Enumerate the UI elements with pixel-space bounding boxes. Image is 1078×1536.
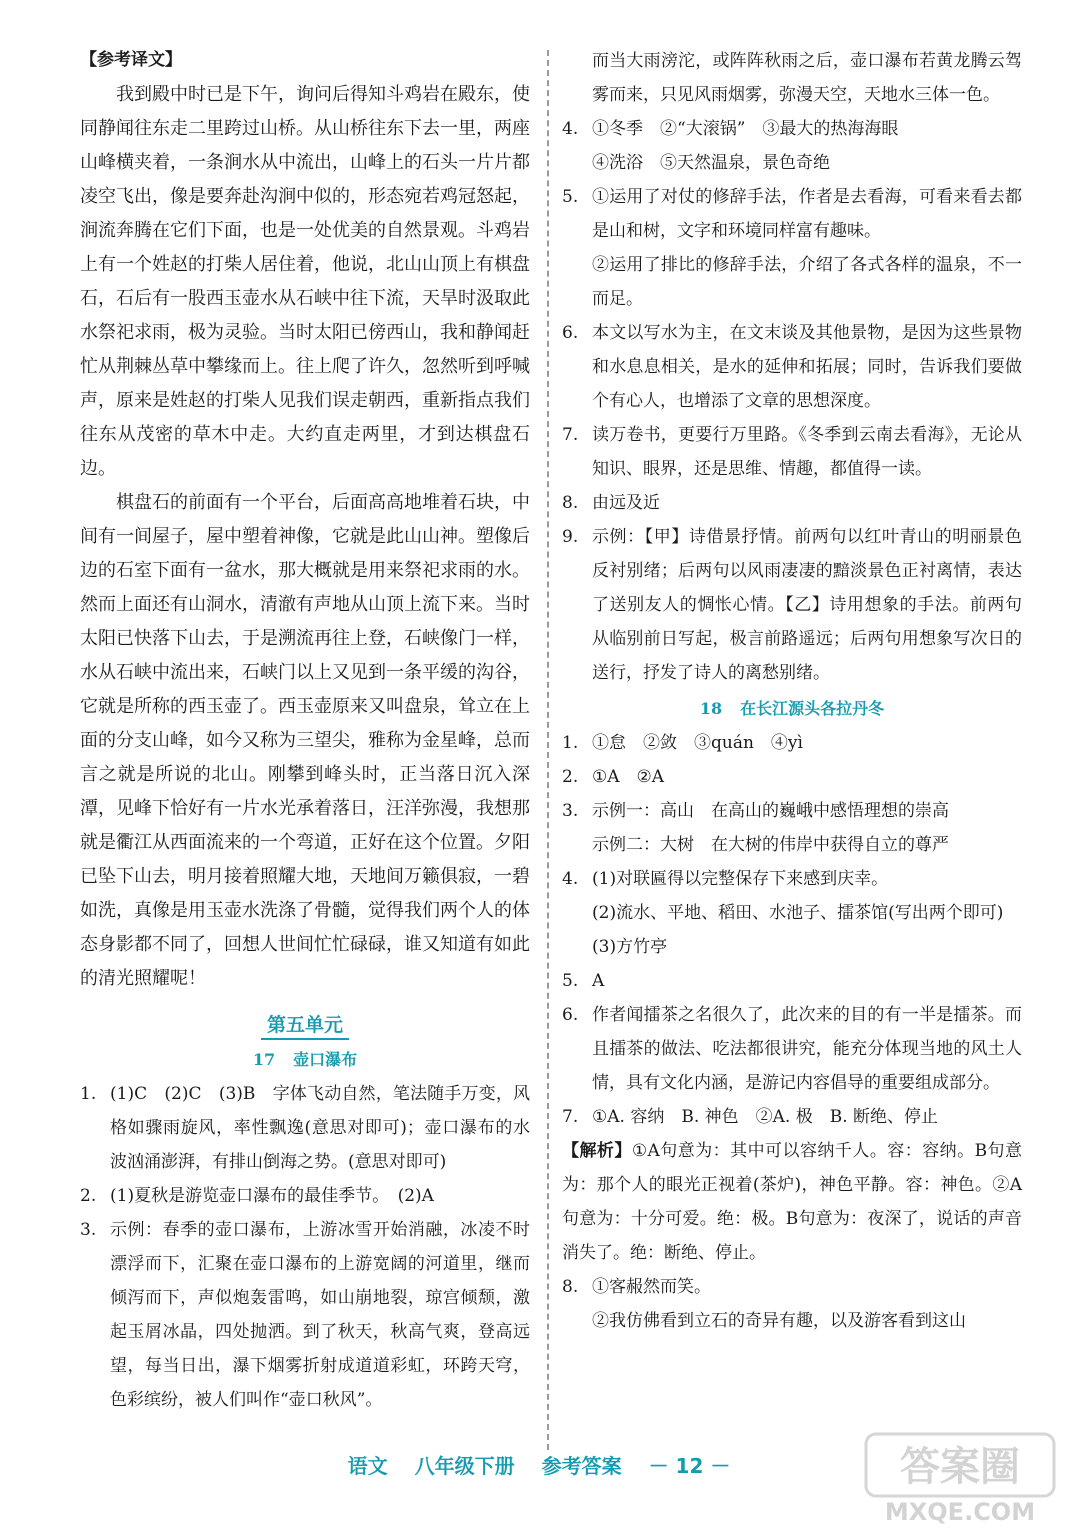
item-number: 1. [80, 1084, 97, 1104]
answer-item [562, 862, 1022, 964]
answer-item [562, 1270, 1022, 1338]
answer-item [80, 1179, 530, 1213]
analysis-block [562, 1134, 1022, 1270]
item-text: 而当大雨滂沱，或阵阵秋雨之后，壶口瀑布若黄龙腾云驾雾而来，只见风雨烟雾，弥漫天空，天地水三体一色。 [592, 51, 1022, 105]
item-text: (1)C (2)C (3)B 字体飞动自然，笔法随手万变，风格如骤雨旋风，率性飘逸(意思对即可)；壶口瀑布的水波汹涌澎湃，有排山倒海之势。(意思对即可) [110, 1084, 530, 1172]
item-number: 8. [562, 1277, 579, 1297]
lesson-name: 在长江源头各拉丹冬 [740, 699, 885, 718]
item-number: 4. [562, 869, 579, 889]
analysis-text: ①A句意为：其中可以容纳千人。容：容纳。B句意为：那个人的眼光正视着(茶炉)，神色平静。容：神色。②A句意为：十分可爱。绝：极。B句意为：夜深了，说话的声音消失了。绝：断绝、停止。 [562, 1141, 1022, 1263]
answer-item [562, 760, 1022, 794]
item-number: 7. [562, 425, 579, 445]
item-text: ①A. 容纳 B. 神色 ②A. 极 B. 断绝、停止 [592, 1107, 939, 1127]
item-text: 读万卷书，更要行万里路。《冬季到云南去看海》，无论从知识、眼界，还是思维、情趣，都值得一读。 [592, 425, 1022, 479]
item-text: ②运用了排比的修辞手法，介绍了各式各样的温泉，不一而足。 [592, 255, 1022, 309]
item-text: (3)方竹亭 [592, 937, 668, 957]
translation-paragraph-1: 我到殿中时已是下午，询问后得知斗鸡岩在殿东，使同静闻往东走二里跨过山桥。从山桥往东下去一里，两座山峰横夹着，一条涧水从中流出，山峰上的石头一片片都凌空飞出，像是要奔赴沟涧中似的，形态宛若鸡冠怒起，涧流奔腾在它们下面，也是一处优美的自然景观。斗鸡岩上有一个姓赵的打柴人居住着，他说，北山山顶上有棋盘石，石后有一股西玉壶水从石峡中往下流，天旱时汲取此水祭祀求雨，极为灵验。当时太阳已傍西山，我和静闻赶忙从荆棘丛草中攀缘而上。往上爬了许久，忽然听到呼喊声，原来是姓赵的打柴人见我们误走朝西，重新指点我们往东从茂密的草木中走。大约直走两里，才到达棋盘石边。 [80, 84, 530, 479]
answer-item [562, 794, 1022, 862]
item-number: 8. [562, 493, 579, 513]
item-text: ②我仿佛看到立石的奇异有趣，以及游客看到这山 [592, 1311, 966, 1331]
item-text: (1)对联匾得以完整保存下来感到庆幸。 [592, 869, 889, 889]
item-number: 2. [562, 767, 579, 787]
footer-label: 参考答案 [541, 1454, 622, 1478]
item-number: 3. [562, 801, 579, 821]
footer-page-number: － 12 － [648, 1454, 731, 1478]
answer-item [562, 418, 1022, 486]
lesson-18-title [562, 694, 1022, 724]
left-column [80, 44, 530, 1417]
answer-item [562, 520, 1022, 690]
answer-item [562, 316, 1022, 418]
item-text: 由远及近 [592, 493, 660, 513]
item-text: 示例二：大树 在大树的伟岸中获得自立的尊严 [592, 835, 949, 855]
answer-item [562, 486, 1022, 520]
answer-item [562, 112, 1022, 180]
item-text: 本文以写水为主，在文末谈及其他景物，是因为这些景物和水息息相关，是水的延伸和拓展；同时，告诉我们要做个有心人，也增添了文章的思想深度。 [592, 323, 1022, 411]
answer-item [80, 1213, 530, 1417]
item-number: 1. [562, 733, 579, 753]
lesson-name: 壶口瀑布 [293, 1050, 358, 1069]
item-number: 6. [562, 323, 579, 343]
item-number: 3. [80, 1220, 97, 1240]
answer-item [562, 180, 1022, 316]
item-number: 9. [562, 527, 579, 547]
translation-paragraph-2: 棋盘石的前面有一个平台，后面高高地堆着石块，中间有一间屋子，屋中塑着神像，它就是此山山神。塑像后边的石室下面有一盆水，那大概就是用来祭祀求雨的水。然而上面还有山洞水，清澈有声地从山顶上流下来。当时太阳已快落下山去，于是溯流再往上登，石峡像门一样，水从石峡中流出来，石峡门以上又见到一条平缓的沟谷，它就是所称的西玉壶了。西玉壶原来又叫盘泉，耸立在上面的分支山峰，如今又称为三望尖，雅称为金星峰，总而言之就是所说的北山。刚攀到峰头时，正当落日沉入深潭，见峰下恰好有一片水光承着落日，汪洋弥漫，我想那就是衢江从西面流来的一个弯道，正好在这个位置。夕阳已坠下山去，明月接着照耀大地，天地间万籁俱寂，一碧如洗，真像是用玉壶水洗涤了骨髓，觉得我们两个人的体态身影都不同了，回想人世间忙忙碌碌，谁又知道有如此的清光照耀呢！ [80, 492, 530, 989]
item-number: 6. [562, 1005, 579, 1025]
item-text: ④洗浴 ⑤天然温泉，景色奇绝 [592, 153, 830, 173]
column-divider [547, 50, 549, 1450]
answer-item [562, 1100, 1022, 1134]
lesson-number: 18 [699, 699, 723, 718]
item-text: 示例一：高山 在高山的巍峨中感悟理想的崇高 [592, 801, 949, 821]
unit-title [80, 1010, 530, 1041]
item-text: ①运用了对仗的修辞手法，作者是去看海，可看来看去都是山和树，文字和环境同样富有趣味。 [592, 187, 1022, 241]
item-text: (2)流水、平地、稻田、水池子、擂茶馆(写出两个即可) [592, 903, 1004, 923]
item-number: 5. [562, 971, 579, 991]
item-text: ①冬季 ②“大滚锅” ③最大的热海海眼 [592, 119, 899, 139]
unit-title-text: 第五单元 [261, 1014, 349, 1040]
watermark-text-top: 答案圈 [900, 1444, 1020, 1490]
item-text: (1)夏秋是游览壶口瀑布的最佳季节。 (2)A [110, 1186, 434, 1206]
lesson-17-title [80, 1045, 530, 1075]
item-text: 示例：春季的壶口瀑布，上游冰雪开始消融，冰凌不时漂浮而下，汇聚在壶口瀑布的上游宽阔的河道里，继而倾泻而下，声似炮轰雷鸣，如山崩地裂，琼宫倾颓，激起玉屑冰晶，四处抛洒。到了秋天，秋高气爽，登高远望，每当日出，瀑下烟雾折射成道道彩虹，环跨天穹，色彩缤纷，被人们叫作“壶口秋风”。 [110, 1220, 530, 1410]
item-text: 作者闻擂茶之名很久了，此次来的目的有一半是擂茶。而且擂茶的做法、吃法都很讲究，能充分体现当地的风土人情，具有文化内涵，是游记内容倡导的重要组成部分。 [592, 1005, 1022, 1093]
watermark-logo [860, 1430, 1060, 1526]
footer-grade: 八年级下册 [414, 1454, 515, 1478]
item-text: 示例：【甲】诗借景抒情。前两句以红叶青山的明丽景色反衬别绪；后两句以风雨凄凄的黯淡景色正衬离情，表达了送别友人的惆怅心情。【乙】诗用想象的手法。前两句从临别前日写起，极言前路遥远；后两句用想象写次日的送行，抒发了诗人的离愁别绪。 [592, 527, 1022, 683]
footer-subject: 语文 [347, 1454, 388, 1478]
answer-item [562, 964, 1022, 998]
answer-item-continued [562, 44, 1022, 112]
item-text: ①怠 ②敛 ③quán ④yì [592, 733, 803, 753]
item-number: 4. [562, 119, 579, 139]
right-column [562, 44, 1022, 1338]
answer-item [562, 726, 1022, 760]
item-number: 2. [80, 1186, 97, 1206]
lesson-number: 17 [252, 1050, 276, 1069]
item-text: ①客赧然而笑。 [592, 1277, 711, 1297]
watermark-text-bottom: MXQE.COM [884, 1498, 1036, 1526]
reference-translation-tag: 【参考译文】 [80, 50, 182, 70]
item-text: ①A ②A [592, 767, 665, 787]
answer-item [562, 998, 1022, 1100]
item-text: A [592, 971, 605, 991]
analysis-label: 【解析】 [562, 1141, 632, 1161]
item-number: 7. [562, 1107, 579, 1127]
answer-item [80, 1077, 530, 1179]
item-number: 5. [562, 187, 579, 207]
